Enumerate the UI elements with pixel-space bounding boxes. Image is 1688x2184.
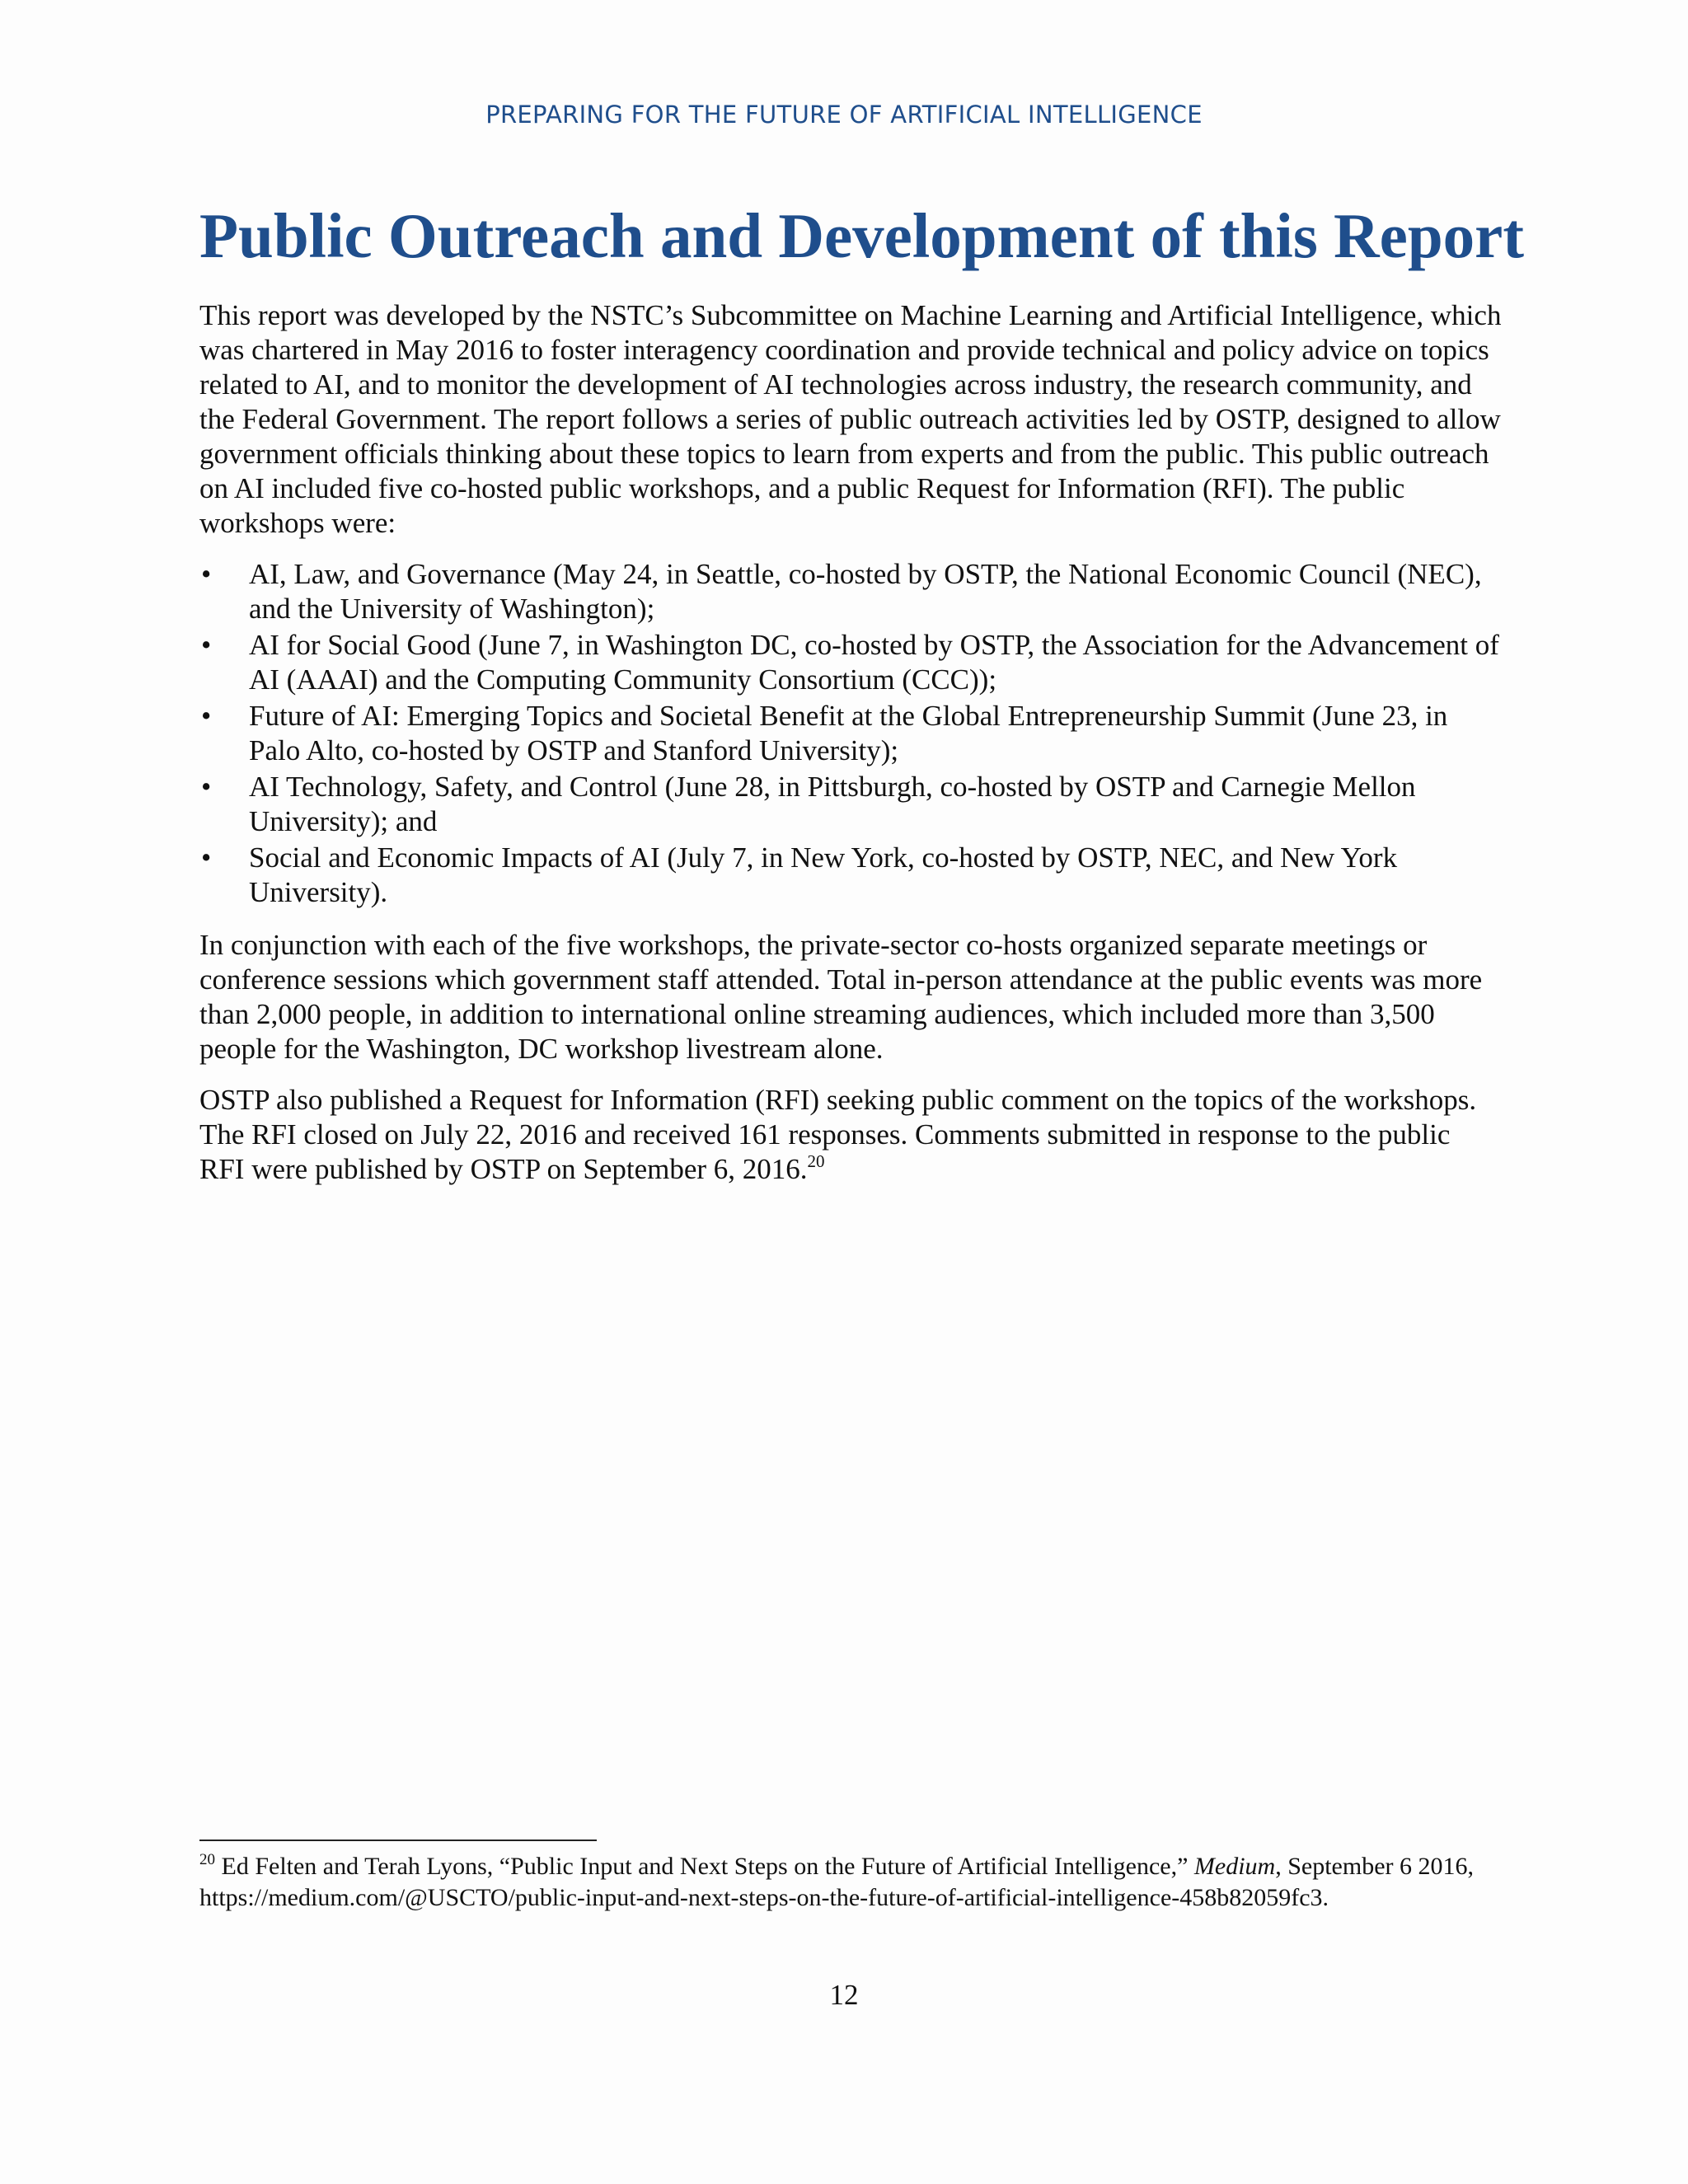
list-item-text: Future of AI: Emerging Topics and Societal Benefit at the Global Entrepreneurship Summit (June 23, in Palo Alto, co-hosted by OSTP and Stanford University); [249, 700, 1448, 766]
footnote-number: 20 [199, 1851, 215, 1868]
footnote-publication: Medium [1193, 1853, 1276, 1880]
list-item [199, 628, 1502, 697]
rfi-paragraph-text: OSTP also published a Request for Information (RFI) seeking public comment on the topics of the workshops. The RFI closed on July 22, 2016 and received 161 responses. Comments submitted in response to the public RFI were published by OSTP on September 6, 2016. [199, 1084, 1477, 1185]
running-header: PREPARING FOR THE FUTURE OF ARTIFICIAL INTELLIGENCE [485, 101, 1203, 129]
footnote-text-before: Ed Felten and Terah Lyons, “Public Input and Next Steps on the Future of Artificial Intelligence,” [215, 1853, 1194, 1880]
list-item [199, 770, 1502, 839]
bullet-icon: • [201, 841, 212, 874]
footnote-text-after: , September 6 2016, https://medium.com/@USCTO/public-input-and-next-steps-on-the-future-of-artificial-intelligence-458b82059fc3. [199, 1853, 1475, 1911]
footnote-reference[interactable]: 20 [807, 1151, 825, 1171]
bullet-icon: • [201, 771, 212, 803]
list-item [199, 841, 1502, 910]
footnote [199, 1851, 1502, 1914]
list-item [199, 699, 1502, 768]
bullet-icon: • [201, 700, 212, 732]
bullet-icon: • [201, 629, 212, 661]
list-item-text: Social and Economic Impacts of AI (July 7, in New York, co-hosted by OSTP, NEC, and New York University). [249, 841, 1398, 908]
intro-paragraph: This report was developed by the NSTC’s Subcommittee on Machine Learning and Artificial Intelligence, which was chartered in May 2016 to foster interagency coordination and provide technical and policy advice on topics related to AI, and to monitor the development of AI technologies across industry, the research community, and the Federal Government. The report follows a series of public outreach activities led by OSTP, designed to allow government officials thinking about these topics to learn from experts and from the public. This public outreach on AI included five co-hosted public workshops, and a public Request for Information (RFI). The public workshops were: [199, 299, 1502, 539]
rfi-paragraph [199, 1083, 1502, 1187]
bullet-icon: • [201, 558, 212, 590]
list-item-text: AI, Law, and Governance (May 24, in Seattle, co-hosted by OSTP, the National Economic Council (NEC), and the University of Washington); [249, 558, 1482, 625]
footnote-divider [199, 1840, 597, 1841]
page-number: 12 [829, 1979, 859, 2011]
list-item-text: AI Technology, Safety, and Control (June 28, in Pittsburgh, co-hosted by OSTP and Carnegie Mellon University); and [249, 771, 1416, 837]
page-title: Public Outreach and Development of this Report [199, 200, 1524, 271]
workshop-list [199, 557, 1502, 910]
main-content [199, 198, 1524, 1187]
list-item-text: AI for Social Good (June 7, in Washington DC, co-hosted by OSTP, the Association for the Advancement of AI (AAAI) and the Computing Community Consortium (CCC)); [249, 629, 1499, 696]
list-item [199, 557, 1502, 626]
attendance-paragraph: In conjunction with each of the five workshops, the private-sector co-hosts organized separate meetings or conference sessions which government staff attended. Total in-person attendance at the public events was more than 2,000 people, in addition to international online streaming audiences, which included more than 3,500 people for the Washington, DC workshop livestream alone. [199, 929, 1483, 1065]
